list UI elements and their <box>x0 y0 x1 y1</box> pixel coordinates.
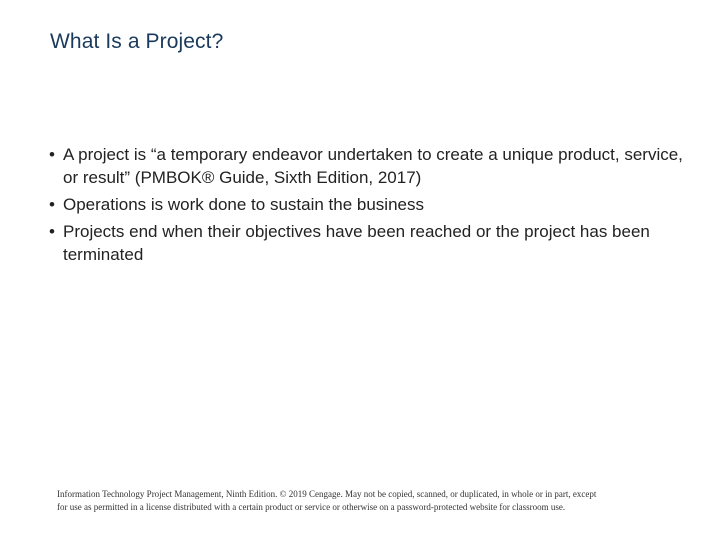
copyright-footer <box>57 488 677 514</box>
bullet-marker: • <box>49 145 55 164</box>
bullet-text: Operations is work done to sustain the business <box>63 195 424 214</box>
bullet-item <box>46 193 686 216</box>
bullet-item <box>46 143 686 189</box>
slide-title: What Is a Project? <box>50 30 224 53</box>
bullet-marker: • <box>49 222 55 241</box>
bullet-text: A project is “a temporary endeavor undertaken to create a unique product, service, or result” (PMBOK® Guide, Sixth Edition, 2017) <box>63 145 683 187</box>
bullet-item <box>46 220 686 266</box>
footer-line-1: Information Technology Project Management, Ninth Edition. © 2019 Cengage. May not be copied, scanned, or duplicated, in whole or in part, except <box>57 489 597 499</box>
bullet-text: Projects end when their objectives have been reached or the project has been terminated <box>63 222 650 264</box>
bullet-list <box>46 143 686 270</box>
footer-line-2: for use as permitted in a license distributed with a certain product or service or otherwise on a password-protected website for classroom use. <box>57 502 566 512</box>
bullet-marker: • <box>49 195 55 214</box>
